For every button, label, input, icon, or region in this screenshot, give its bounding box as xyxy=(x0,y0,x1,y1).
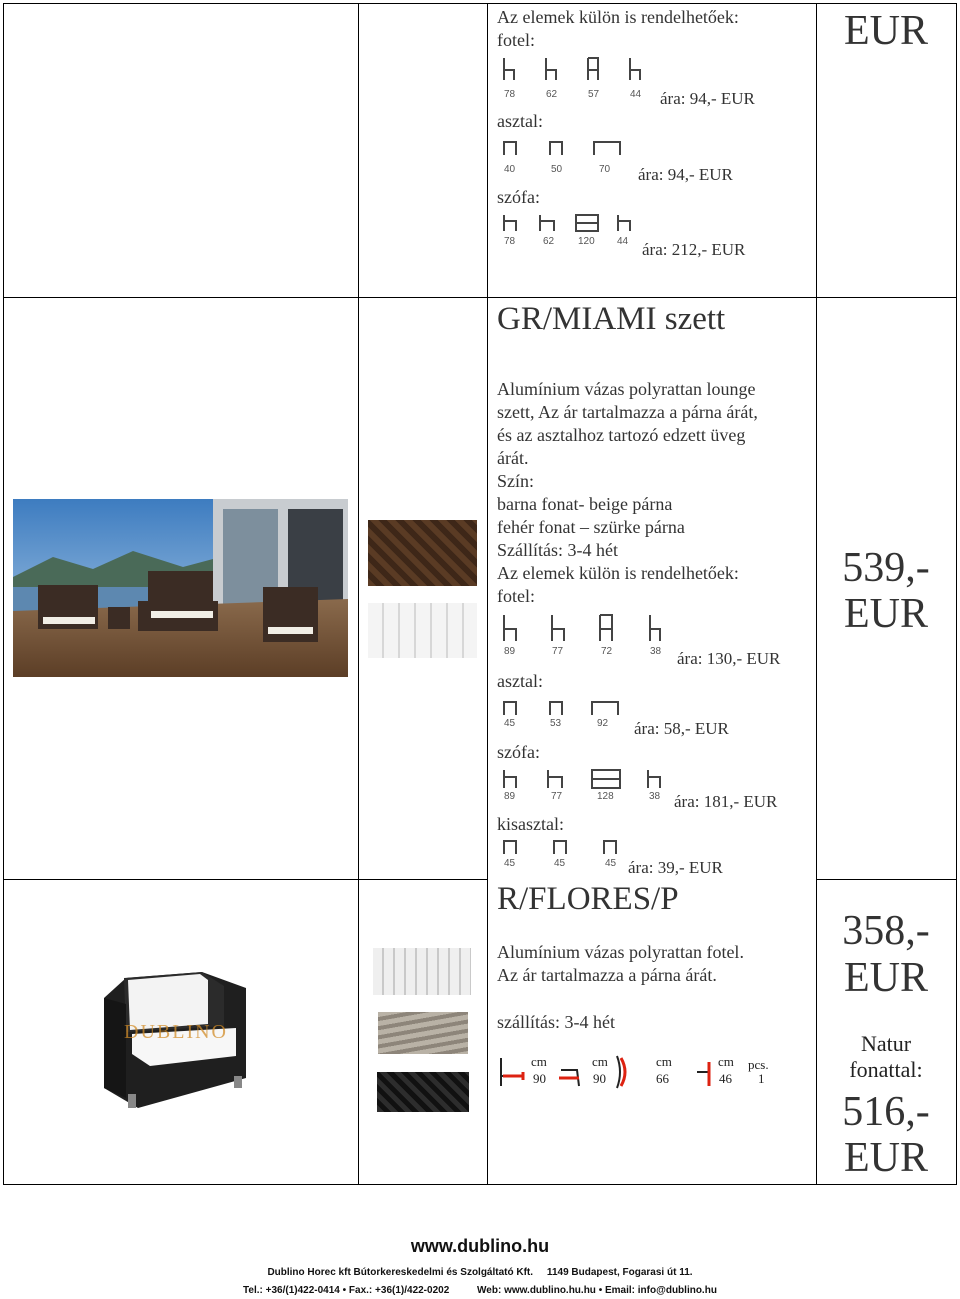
fotel-price: ára: 130,- EUR xyxy=(677,649,781,668)
asztal-label: asztal: xyxy=(497,111,543,131)
footer-contact: Tel.: +36/(1)422-0414 • Fax.: +36(1)/422-0202 Web: www.dublino.hu.hu • Email: info@dublino.hu xyxy=(243,1285,717,1296)
footer-company: Dublino Horec kft Bútorkereskedelmi és Szolgáltató Kft. 1149 Budapest, Fogarasi út 11. xyxy=(267,1267,693,1278)
dim-unit: cm xyxy=(656,1054,672,1069)
chair-dimension-icons xyxy=(500,56,650,106)
price-currency: EUR xyxy=(844,8,928,54)
kisasztal-price: ára: 39,- EUR xyxy=(628,858,723,877)
kisasztal-label: kisasztal: xyxy=(497,814,564,834)
dim-value: 77 xyxy=(552,646,564,657)
dim-value: 38 xyxy=(649,791,661,802)
sofa-outline-icon xyxy=(500,213,640,235)
dim-value: 78 xyxy=(504,236,516,247)
white-weave-swatch xyxy=(373,948,471,995)
miami-product-photo xyxy=(13,499,348,677)
asztal-price: ára: 58,- EUR xyxy=(634,719,729,738)
dim-value: 38 xyxy=(650,646,662,657)
dim-value: 46 xyxy=(719,1071,732,1086)
table-dimension-icons xyxy=(500,699,630,726)
fotel-price: ára: 94,- EUR xyxy=(660,89,755,108)
dim-value: 128 xyxy=(597,791,614,802)
dim-unit: cm xyxy=(718,1054,734,1069)
flores-price-currency: EUR xyxy=(844,955,928,1001)
footer-url[interactable]: www.dublino.hu xyxy=(410,1236,550,1256)
miami-desc-line: Alumínium vázas polyrattan lounge xyxy=(497,379,756,399)
dim-value: 72 xyxy=(601,646,613,657)
dim-value: 62 xyxy=(543,236,555,247)
szofa-label: szófa: xyxy=(497,742,540,762)
dim-value: 50 xyxy=(551,164,563,175)
dim-value: 57 xyxy=(588,89,600,100)
color-label: Szín: xyxy=(497,471,535,491)
black-weave-swatch xyxy=(377,1072,469,1112)
table-dimension-icons xyxy=(500,139,630,166)
dim-value: 78 xyxy=(504,89,516,100)
white-weave-swatch xyxy=(368,603,477,658)
natur-label: Natur xyxy=(860,1031,912,1056)
dim-unit: cm xyxy=(592,1054,608,1069)
dim-value: 89 xyxy=(504,646,516,657)
dim-value: 40 xyxy=(504,164,516,175)
flores-desc-line: Alumínium vázas polyrattan fotel. xyxy=(497,942,744,962)
szofa-price: ára: 181,- EUR xyxy=(674,792,778,811)
dublino-watermark: DUBLINO xyxy=(124,1021,228,1043)
shipping-text: szállítás: 3-4 hét xyxy=(497,1012,615,1032)
szofa-label: szófa: xyxy=(497,187,540,207)
color-option: barna fonat- beige párna xyxy=(497,494,673,514)
miami-title: GR/MIAMI szett xyxy=(497,301,726,337)
natur-price-value: 516,- xyxy=(842,1089,930,1135)
dim-value: 62 xyxy=(546,89,558,100)
flores-desc-line: Az ár tartalmazza a párna árát. xyxy=(497,965,717,985)
flores-title: R/FLORES/P xyxy=(497,881,679,917)
dim-value: 45 xyxy=(504,718,516,729)
flores-price-value: 358,- xyxy=(842,908,930,954)
color-option: fehér fonat – szürke párna xyxy=(497,517,685,537)
fotel-label: fotel: xyxy=(497,586,535,606)
table-outline-icon xyxy=(500,139,630,161)
dim-value: 44 xyxy=(630,89,642,100)
table-outline-icon xyxy=(500,838,630,860)
asztal-label: asztal: xyxy=(497,671,543,691)
dim-value: 45 xyxy=(605,858,617,869)
fotel-label: fotel: xyxy=(497,30,535,50)
natur-label: fonattal: xyxy=(849,1057,923,1082)
separately-label: Az elemek külön is rendelhetőek: xyxy=(497,7,739,27)
table-outline-icon xyxy=(500,699,630,721)
sofa-dimension-icons xyxy=(500,768,670,797)
terrace-photo-icon xyxy=(13,499,348,677)
dim-value: 1 xyxy=(758,1071,765,1086)
dim-value: 45 xyxy=(554,858,566,869)
chair-dimension-icons xyxy=(500,613,670,653)
miami-price-value: 539,- xyxy=(842,545,930,591)
sofa-outline-icon xyxy=(500,768,670,792)
dim-value: 45 xyxy=(504,858,516,869)
dim-unit: cm xyxy=(531,1054,547,1069)
miami-desc-line: és az asztalhoz tartozó edzett üveg xyxy=(497,425,746,445)
dim-unit: pcs. xyxy=(748,1057,769,1072)
dim-value: 53 xyxy=(550,718,562,729)
dim-value: 44 xyxy=(617,236,629,247)
dim-value: 90 xyxy=(593,1071,606,1086)
dim-value: 77 xyxy=(551,791,563,802)
dim-value: 92 xyxy=(597,718,609,729)
shipping-text: Szállítás: 3-4 hét xyxy=(497,540,618,560)
separately-label: Az elemek külön is rendelhetőek: xyxy=(497,563,739,583)
miami-price-currency: EUR xyxy=(844,591,928,637)
chair-outline-icon xyxy=(500,613,670,648)
dim-value: 66 xyxy=(656,1071,669,1086)
natur-price-currency: EUR xyxy=(844,1135,928,1181)
brown-weave-swatch xyxy=(368,520,477,586)
dim-value: 70 xyxy=(599,164,611,175)
dim-value: 120 xyxy=(578,236,595,247)
natural-weave-swatch xyxy=(378,1012,468,1054)
szofa-price: ára: 212,- EUR xyxy=(642,240,746,259)
asztal-price: ára: 94,- EUR xyxy=(638,165,733,184)
dim-value: 90 xyxy=(533,1071,546,1086)
dim-value: 89 xyxy=(504,791,516,802)
chair-outline-icon xyxy=(500,56,650,101)
miami-desc-line: árát. xyxy=(497,448,529,468)
miami-desc-line: szett, Az ár tartalmazza a párna árát, xyxy=(497,402,758,422)
